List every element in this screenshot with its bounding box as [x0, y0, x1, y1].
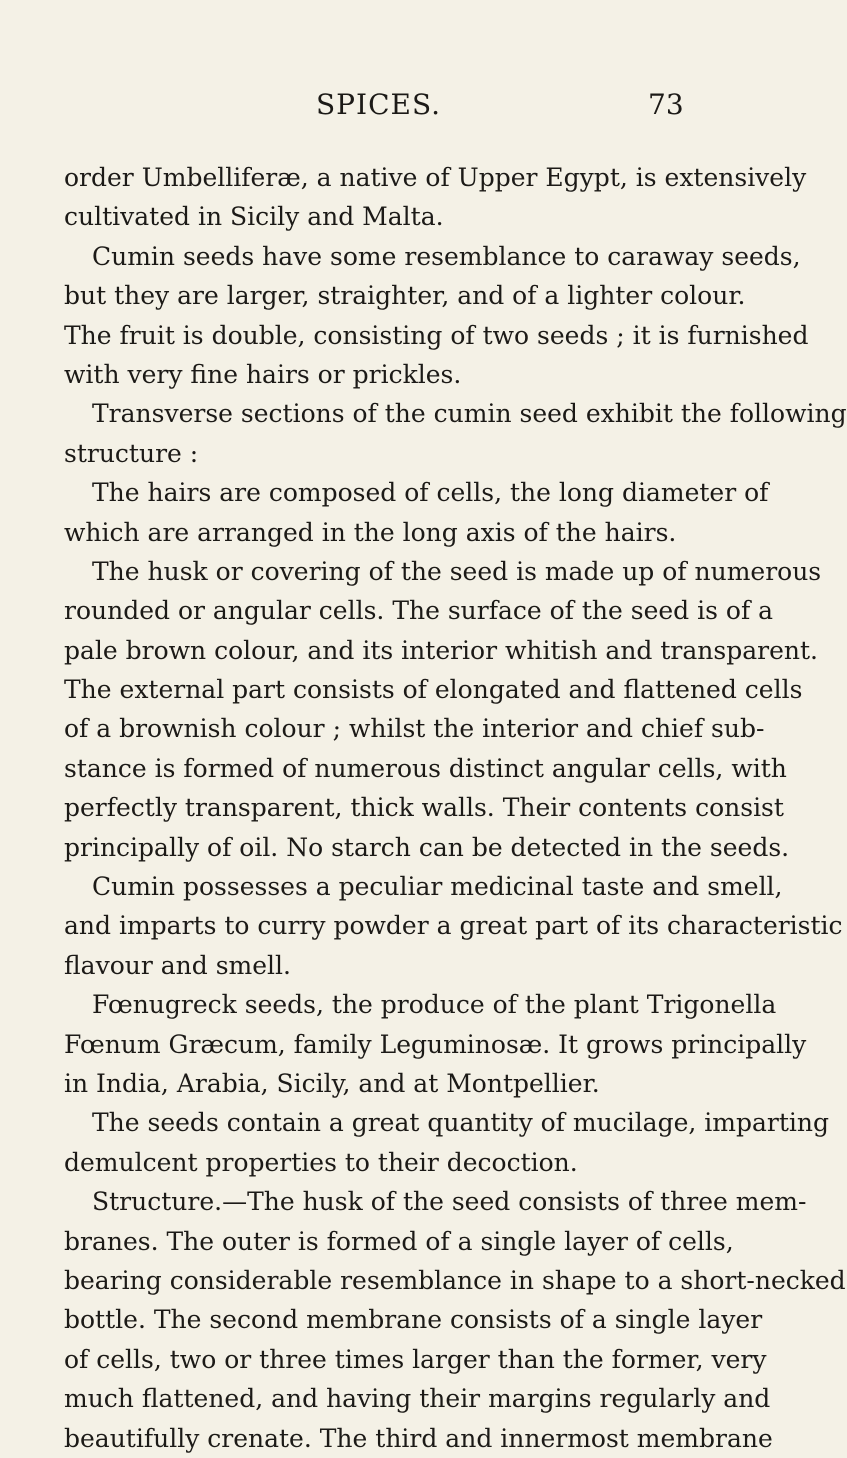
text-line: and imparts to curry powder a great part of its characteristic — [64, 911, 843, 941]
text-line: Fœnum Græcum, family Leguminosæ. It grows principally — [64, 1029, 807, 1059]
text-line: rounded or angular cells. The surface of the seed is of a — [64, 596, 774, 626]
text-line: The husk or covering of the seed is made up of numerous — [92, 556, 822, 586]
text-line: bearing considerable resemblance in shape to a short-necked — [64, 1265, 846, 1295]
text-line: of a brownish colour ; whilst the interior and chief sub- — [64, 714, 765, 744]
body-text — [64, 158, 847, 1458]
text-line: branes. The outer is formed of a single layer of cells, — [64, 1226, 734, 1256]
text-line: with very fine hairs or prickles. — [64, 359, 462, 389]
text-line: beautifully crenate. The third and innermost membrane — [64, 1423, 773, 1453]
text-line-fenugreek: Fœnugreck seeds, the produce of the plant Trigonella — [92, 990, 777, 1020]
text-line: pale brown colour, and its interior whitish and transparent. — [64, 635, 818, 665]
text-line: demulcent properties to their decoction. — [64, 1147, 578, 1177]
text-line: cultivated in Sicily and Malta. — [64, 202, 444, 232]
text-line: Cumin possesses a peculiar medicinal taste and smell, — [92, 872, 783, 902]
text-line: which are arranged in the long axis of the hairs. — [64, 517, 677, 547]
text-line: The hairs are composed of cells, the long diameter of — [92, 478, 769, 508]
text-line: The seeds contain a great quantity of mucilage, imparting — [92, 1108, 829, 1138]
page-number: 73 — [648, 88, 684, 121]
text-line: Transverse sections of the cumin seed exhibit the following — [92, 399, 847, 429]
text-line: much flattened, and having their margins regularly and — [64, 1384, 771, 1414]
text-line: flavour and smell. — [64, 950, 291, 980]
text-line: Cumin seeds have some resemblance to caraway seeds, — [92, 241, 801, 271]
page-header — [0, 88, 800, 128]
text-line: The external part consists of elongated and flattened cells — [64, 675, 803, 705]
text-line: but they are larger, straighter, and of a lighter colour. — [64, 281, 746, 311]
text-line: bottle. The second membrane consists of a single layer — [64, 1305, 763, 1335]
text-line: The fruit is double, consisting of two seeds ; it is furnished — [64, 320, 809, 350]
running-title: SPICES. — [316, 88, 442, 121]
text-line: of cells, two or three times larger than the former, very — [64, 1344, 767, 1374]
text-line: principally of oil. No starch can be detected in the seeds. — [64, 832, 790, 862]
text-line-structure: Structure.—The husk of the seed consists of three mem- — [92, 1187, 807, 1217]
text-line: order Umbelliferæ, a native of Upper Egypt, is extensively — [64, 163, 807, 192]
text-line: in India, Arabia, Sicily, and at Montpellier. — [64, 1068, 600, 1098]
text-line: structure : — [64, 438, 199, 468]
text-line: perfectly transparent, thick walls. Their contents consist — [64, 793, 784, 823]
text-line: stance is formed of numerous distinct angular cells, with — [64, 753, 787, 783]
